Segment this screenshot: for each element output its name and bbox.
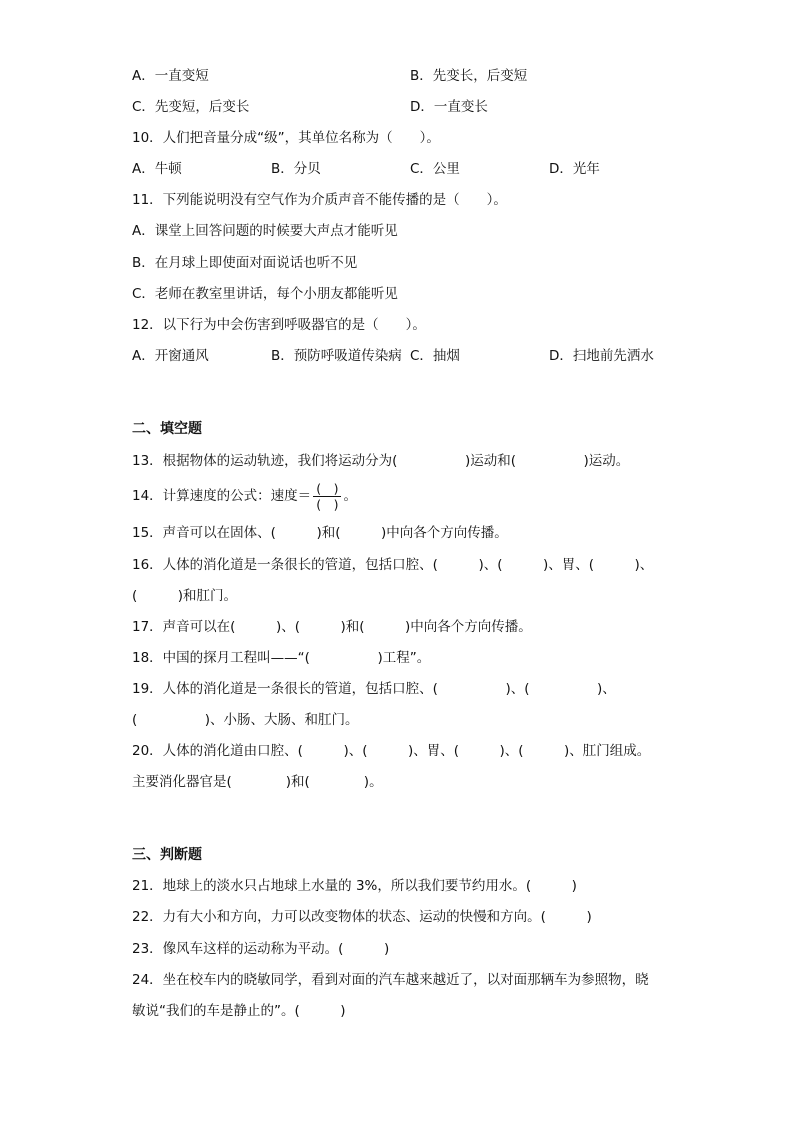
q12-option-b: B．预防呼吸道传染病 <box>271 348 402 364</box>
q23-text: 23．像风车这样的运动称为平动。( ) <box>132 941 390 957</box>
q20-line2: 主要消化器官是( )和( )。 <box>132 774 383 790</box>
q19-line2: ( )、小肠、大肠、和肛门。 <box>132 712 359 728</box>
q10-option-a: A．牛顿 <box>132 161 182 177</box>
q14-numerator: ( ) <box>313 481 341 497</box>
q14-fraction <box>313 481 341 512</box>
q24-line1: 24．坐在校车内的晓敏同学，看到对面的汽车越来越近了，以对面那辆车为参照物，晓 <box>132 972 649 988</box>
q18-text: 18．中国的探月工程叫——“( )工程”。 <box>132 650 431 666</box>
q14-suffix: 。 <box>343 488 357 504</box>
section-judgement-heading: 三、判断题 <box>132 847 202 863</box>
q12-option-d: D．扫地前先洒水 <box>549 348 654 364</box>
q9-option-b: B．先变长，后变短 <box>410 68 528 84</box>
q11-option-c: C．老师在教室里讲话，每个小朋友都能听见 <box>132 286 398 302</box>
q10-text: 10．人们把音量分成“级”，其单位名称为（ ）。 <box>132 130 440 146</box>
q19-line1: 19．人体的消化道是一条很长的管道，包括口腔、( )、( )、 <box>132 681 616 697</box>
section-fill-in-heading: 二、填空题 <box>132 421 202 437</box>
q14-denominator: ( ) <box>316 496 339 512</box>
q16-line2: ( )和肛门。 <box>132 588 238 604</box>
q16-line1: 16．人体的消化道是一条很长的管道，包括口腔、( )、( )、胃、( )、 <box>132 557 654 573</box>
q10-option-c: C．公里 <box>410 161 460 177</box>
q10-option-d: D．光年 <box>549 161 600 177</box>
q12-option-c: C．抽烟 <box>410 348 460 364</box>
q14-prefix: 14．计算速度的公式：速度＝ <box>132 488 312 504</box>
q9-option-a: A．一直变短 <box>132 68 209 84</box>
q13-text: 13．根据物体的运动轨迹，我们将运动分为( )运动和( )运动。 <box>132 453 630 469</box>
q20-line1: 20．人体的消化道由口腔、( )、( )、胃、( )、( )、肛门组成。 <box>132 743 651 759</box>
q21-text: 21．地球上的淡水只占地球上水量的 3%，所以我们要节约用水。( ) <box>132 878 577 894</box>
q24-line2: 敏说“我们的车是静止的”。( ) <box>132 1003 346 1019</box>
q22-text: 22．力有大小和方向，力可以改变物体的状态、运动的快慢和方向。( ) <box>132 909 592 925</box>
q11-text: 11．下列能说明没有空气作为介质声音不能传播的是（ ）。 <box>132 192 507 208</box>
q15-text: 15．声音可以在固体、( )和( )中向各个方向传播。 <box>132 525 508 541</box>
q12-text: 12．以下行为中会伤害到呼吸器官的是（ ）。 <box>132 317 426 333</box>
q14-text <box>132 479 357 513</box>
q17-text: 17．声音可以在( )、( )和( )中向各个方向传播。 <box>132 619 532 635</box>
q11-option-b: B．在月球上即使面对面说话也听不见 <box>132 255 358 271</box>
q12-option-a: A．开窗通风 <box>132 348 209 364</box>
q10-option-b: B．分贝 <box>271 161 321 177</box>
q11-option-a: A．课堂上回答问题的时候要大声点才能听见 <box>132 223 398 239</box>
q9-option-c: C．先变短，后变长 <box>132 99 250 115</box>
q9-option-d: D．一直变长 <box>410 99 488 115</box>
